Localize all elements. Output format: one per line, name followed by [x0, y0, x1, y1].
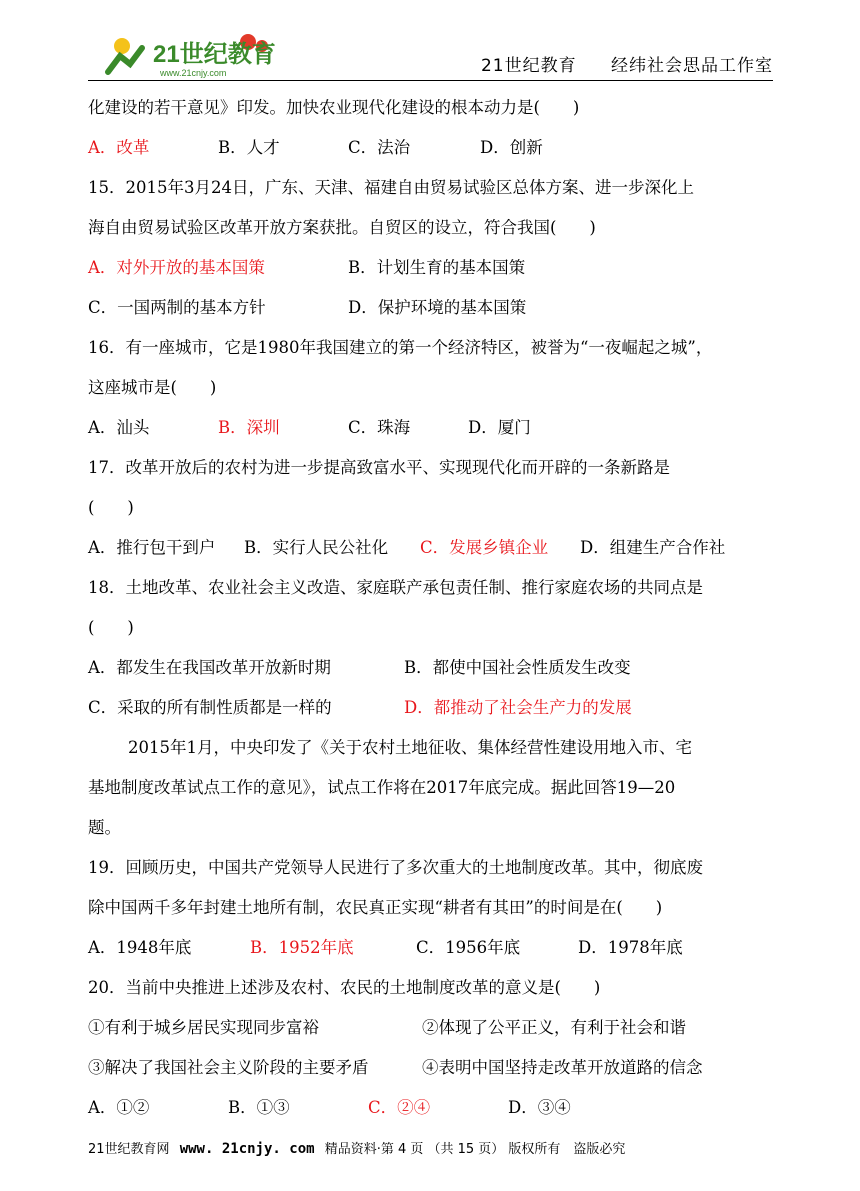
q17-stem-line1: 17．改革开放后的农村为进一步提高致富水平、实现现代化而开辟的一条新路是 — [88, 458, 670, 477]
q19-option-d: D．1978年底 — [578, 938, 683, 957]
q16-option-a: A．汕头 — [88, 418, 150, 437]
q15-option-c: C．一国两制的基本方针 — [88, 298, 266, 317]
q14-option-a: A．改革 — [88, 138, 150, 157]
q18-option-c: C．采取的所有制性质都是一样的 — [88, 698, 332, 717]
q19-option-b: B．1952年底 — [250, 938, 354, 957]
material-line2: 基地制度改革试点工作的意见》，试点工作将在2017年底完成。据此回答19—20 — [88, 778, 676, 797]
q20-option-d: D．③④ — [508, 1098, 571, 1117]
q16-stem-line2: 这座城市是( ) — [88, 378, 217, 397]
q17-stem-line2: ( ) — [88, 498, 134, 517]
q17-option-d: D．组建生产合作社 — [580, 538, 726, 557]
q19-option-c: C．1956年底 — [416, 938, 521, 957]
q16-stem-line1: 16．有一座城市，它是1980年我国建立的第一个经济特区，被誉为“一夜崛起之城”， — [88, 338, 713, 357]
q20-stem: 20．当前中央推进上述涉及农村、农民的土地制度改革的意义是( ) — [88, 978, 601, 997]
material-line1: 2015年1月，中央印发了《关于农村土地征收、集体经营性建设用地入市、宅 — [128, 738, 692, 757]
q16-option-d: D．厦门 — [468, 418, 531, 437]
header-studio-name: 经纬社会思品工作室 — [611, 56, 773, 76]
page-footer — [88, 1138, 625, 1157]
q20-item-1: ①有利于城乡居民实现同步富裕 — [88, 1018, 319, 1037]
q17-option-b: B．实行人民公社化 — [244, 538, 389, 557]
q20-option-a: A．①② — [88, 1098, 150, 1117]
q19-stem-line2: 除中国两千多年封建土地所有制，农民真正实现“耕者有其田”的时间是在( ) — [88, 898, 663, 917]
q20-item-4: ④表明中国坚持走改革开放道路的信念 — [422, 1058, 703, 1077]
q18-option-b: B．都使中国社会性质发生改变 — [404, 658, 631, 677]
logo-text: 21世纪教育 — [153, 41, 276, 68]
q15-stem-line2: 海自由贸易试验区改革开放方案获批。自贸区的设立，符合我国( ) — [88, 218, 596, 237]
q19-stem-line1: 19．回顾历史，中国共产党领导人民进行了多次重大的土地制度改革。其中，彻底废 — [88, 858, 703, 877]
q20-option-b: B．①③ — [228, 1098, 290, 1117]
q20-item-2: ②体现了公平正义，有利于社会和谐 — [422, 1018, 686, 1037]
q18-option-a: A．都发生在我国改革开放新时期 — [88, 658, 331, 677]
q16-option-b: B．深圳 — [218, 418, 280, 437]
q18-stem-line1: 18．土地改革、农业社会主义改造、家庭联产承包责任制、推行家庭农场的共同点是 — [88, 578, 703, 597]
q20-option-c: C．②④ — [368, 1098, 431, 1117]
q14-stem-tail: 化建设的若干意见》印发。加快农业现代化建设的根本动力是( ) — [88, 98, 580, 117]
q14-option-b: B．人才 — [218, 138, 280, 157]
q15-option-a: A．对外开放的基本国策 — [88, 258, 265, 277]
q15-option-b: B．计划生育的基本国策 — [348, 258, 526, 277]
header-site-name: 21世纪教育 — [480, 56, 577, 76]
logo-url: www.21cnjy.com — [160, 68, 227, 78]
q20-item-3: ③解决了我国社会主义阶段的主要矛盾 — [88, 1058, 369, 1077]
q14-option-d: D．创新 — [480, 138, 543, 157]
q15-option-d: D．保护环境的基本国策 — [348, 298, 527, 317]
footer-page-info: 精品资料·第 4 页 （共 15 页） 版权所有 盗版必究 — [324, 1142, 626, 1157]
material-line3: 题。 — [88, 818, 121, 837]
site-logo — [98, 28, 288, 80]
page-header — [88, 28, 773, 81]
q16-option-c: C．珠海 — [348, 418, 411, 437]
q18-option-d: D．都推动了社会生产力的发展 — [404, 698, 632, 717]
q14-option-c: C．法治 — [348, 138, 411, 157]
q18-stem-line2: ( ) — [88, 618, 134, 637]
q15-stem-line1: 15．2015年3月24日，广东、天津、福建自由贸易试验区总体方案、进一步深化上 — [88, 178, 694, 197]
footer-url[interactable]: www. 21cnjy. com — [179, 1141, 315, 1157]
q17-option-a: A．推行包干到户 — [88, 538, 216, 557]
q17-option-c: C．发展乡镇企业 — [420, 538, 549, 557]
footer-site-name: 21世纪教育网 — [88, 1142, 170, 1157]
q19-option-a: A．1948年底 — [88, 938, 192, 957]
